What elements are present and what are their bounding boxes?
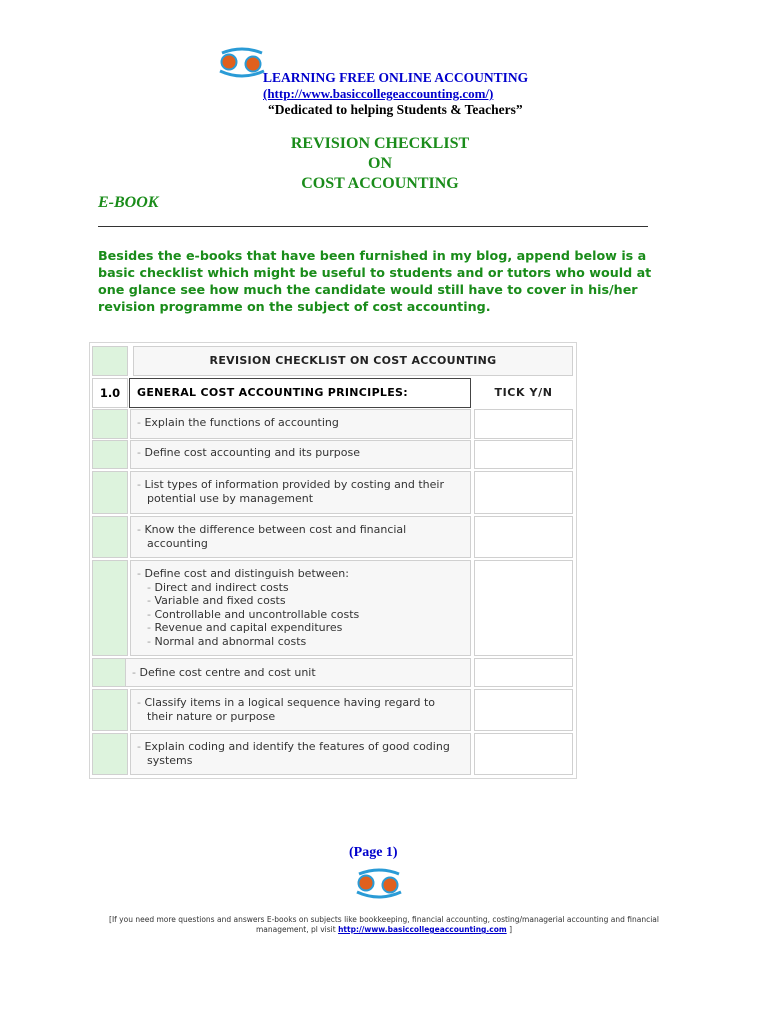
- item-text-continued: potential use by management: [147, 492, 314, 505]
- tick-box[interactable]: [474, 560, 573, 656]
- tick-header: TICK Y/N: [474, 378, 573, 408]
- row-marker: [92, 471, 128, 514]
- row-marker: [92, 560, 128, 656]
- checklist-item: [130, 409, 471, 439]
- bullet-dash: -: [147, 607, 155, 621]
- site-logo-icon: [216, 47, 268, 77]
- tick-box[interactable]: [474, 658, 573, 687]
- sub-item: Direct and indirect costs: [154, 580, 289, 594]
- tick-box[interactable]: [474, 516, 573, 558]
- page-number: (Page 1): [349, 845, 398, 860]
- checklist-table: [89, 342, 577, 779]
- bullet-dash: -: [132, 666, 140, 679]
- site-tagline: “Dedicated to helping Students & Teachers”: [268, 102, 523, 117]
- tick-box[interactable]: [474, 471, 573, 514]
- bullet-dash: -: [137, 478, 145, 491]
- row-marker: [92, 689, 128, 731]
- site-url-link[interactable]: (http://www.basiccollegeaccounting.com/): [263, 86, 494, 101]
- bullet-dash: -: [137, 446, 145, 459]
- doc-title-line1: REVISION CHECKLIST: [290, 135, 470, 152]
- row-marker: [92, 516, 128, 558]
- bullet-dash: -: [147, 621, 155, 635]
- intro-paragraph: [98, 247, 678, 315]
- item-text: Define cost centre and cost unit: [139, 666, 316, 679]
- row-marker: [92, 409, 128, 439]
- footer-link[interactable]: http://www.basiccollegeaccounting.com: [338, 925, 507, 934]
- tick-box[interactable]: [474, 733, 573, 775]
- footer-logo-icon: [353, 868, 405, 898]
- divider: [98, 226, 648, 227]
- bullet-dash: -: [137, 696, 145, 709]
- checklist-item: [125, 658, 471, 687]
- item-text-continued: their nature or purpose: [147, 710, 276, 723]
- bullet-dash: -: [137, 416, 145, 429]
- footer-text: [If you need more questions and answers E-books on subjects like bookkeeping, financial accounting, costing/managerial accounting and financial management, pl visit: [109, 915, 659, 934]
- row-marker: [92, 658, 128, 687]
- sub-item: Normal and abnormal costs: [154, 634, 307, 648]
- footer-note: [95, 915, 673, 935]
- table-heading: REVISION CHECKLIST ON COST ACCOUNTING: [133, 346, 573, 376]
- section-number: 1.0: [92, 378, 128, 408]
- item-text: Classify items in a logical sequence having regard to: [144, 696, 436, 709]
- item-text-continued: systems: [147, 754, 193, 767]
- bullet-dash: -: [137, 523, 145, 536]
- ebook-label: E-BOOK: [98, 194, 159, 211]
- bullet-dash: -: [147, 580, 155, 594]
- sub-item: Controllable and uncontrollable costs: [154, 607, 360, 621]
- item-text: Know the difference between cost and financial: [144, 523, 407, 536]
- bullet-dash: -: [147, 594, 155, 608]
- doc-title-line2: ON: [368, 155, 392, 172]
- bullet-dash: -: [137, 567, 145, 580]
- row-marker: [92, 440, 128, 469]
- checklist-item: [130, 733, 471, 775]
- bullet-dash: -: [137, 740, 145, 753]
- checklist-item: [130, 689, 471, 731]
- doc-title-line3: COST ACCOUNTING: [301, 175, 459, 192]
- bullet-dash: -: [147, 634, 155, 648]
- sub-item: Revenue and capital expenditures: [154, 621, 343, 635]
- item-text: Define cost and distinguish between:: [144, 567, 349, 580]
- sub-item: Variable and fixed costs: [154, 594, 286, 608]
- tick-box[interactable]: [474, 440, 573, 469]
- item-text: List types of information provided by costing and their: [144, 478, 445, 491]
- item-text-continued: accounting: [147, 537, 208, 550]
- item-text: Explain the functions of accounting: [144, 416, 339, 429]
- checklist-item: [130, 516, 471, 558]
- tick-box[interactable]: [474, 689, 573, 731]
- row-marker: [92, 346, 128, 376]
- checklist-item: [130, 471, 471, 514]
- tick-box[interactable]: [474, 409, 573, 439]
- checklist-item: [130, 440, 471, 469]
- footer-text-end: ]: [506, 925, 512, 934]
- item-text: Define cost accounting and its purpose: [144, 446, 360, 459]
- item-text: Explain coding and identify the features of good coding: [144, 740, 450, 753]
- site-title: LEARNING FREE ONLINE ACCOUNTING: [263, 70, 529, 85]
- checklist-item: [130, 560, 471, 656]
- intro-text: Besides the e-books that have been furnished in my blog, append below is a basic checklist which might be useful to students and or tutors who would at one glance see how much the candidate would still have to cover in his/her revision programme on the subject of cost accounting.: [98, 248, 652, 314]
- row-marker: [92, 733, 128, 775]
- section-title: GENERAL COST ACCOUNTING PRINCIPLES:: [129, 378, 471, 408]
